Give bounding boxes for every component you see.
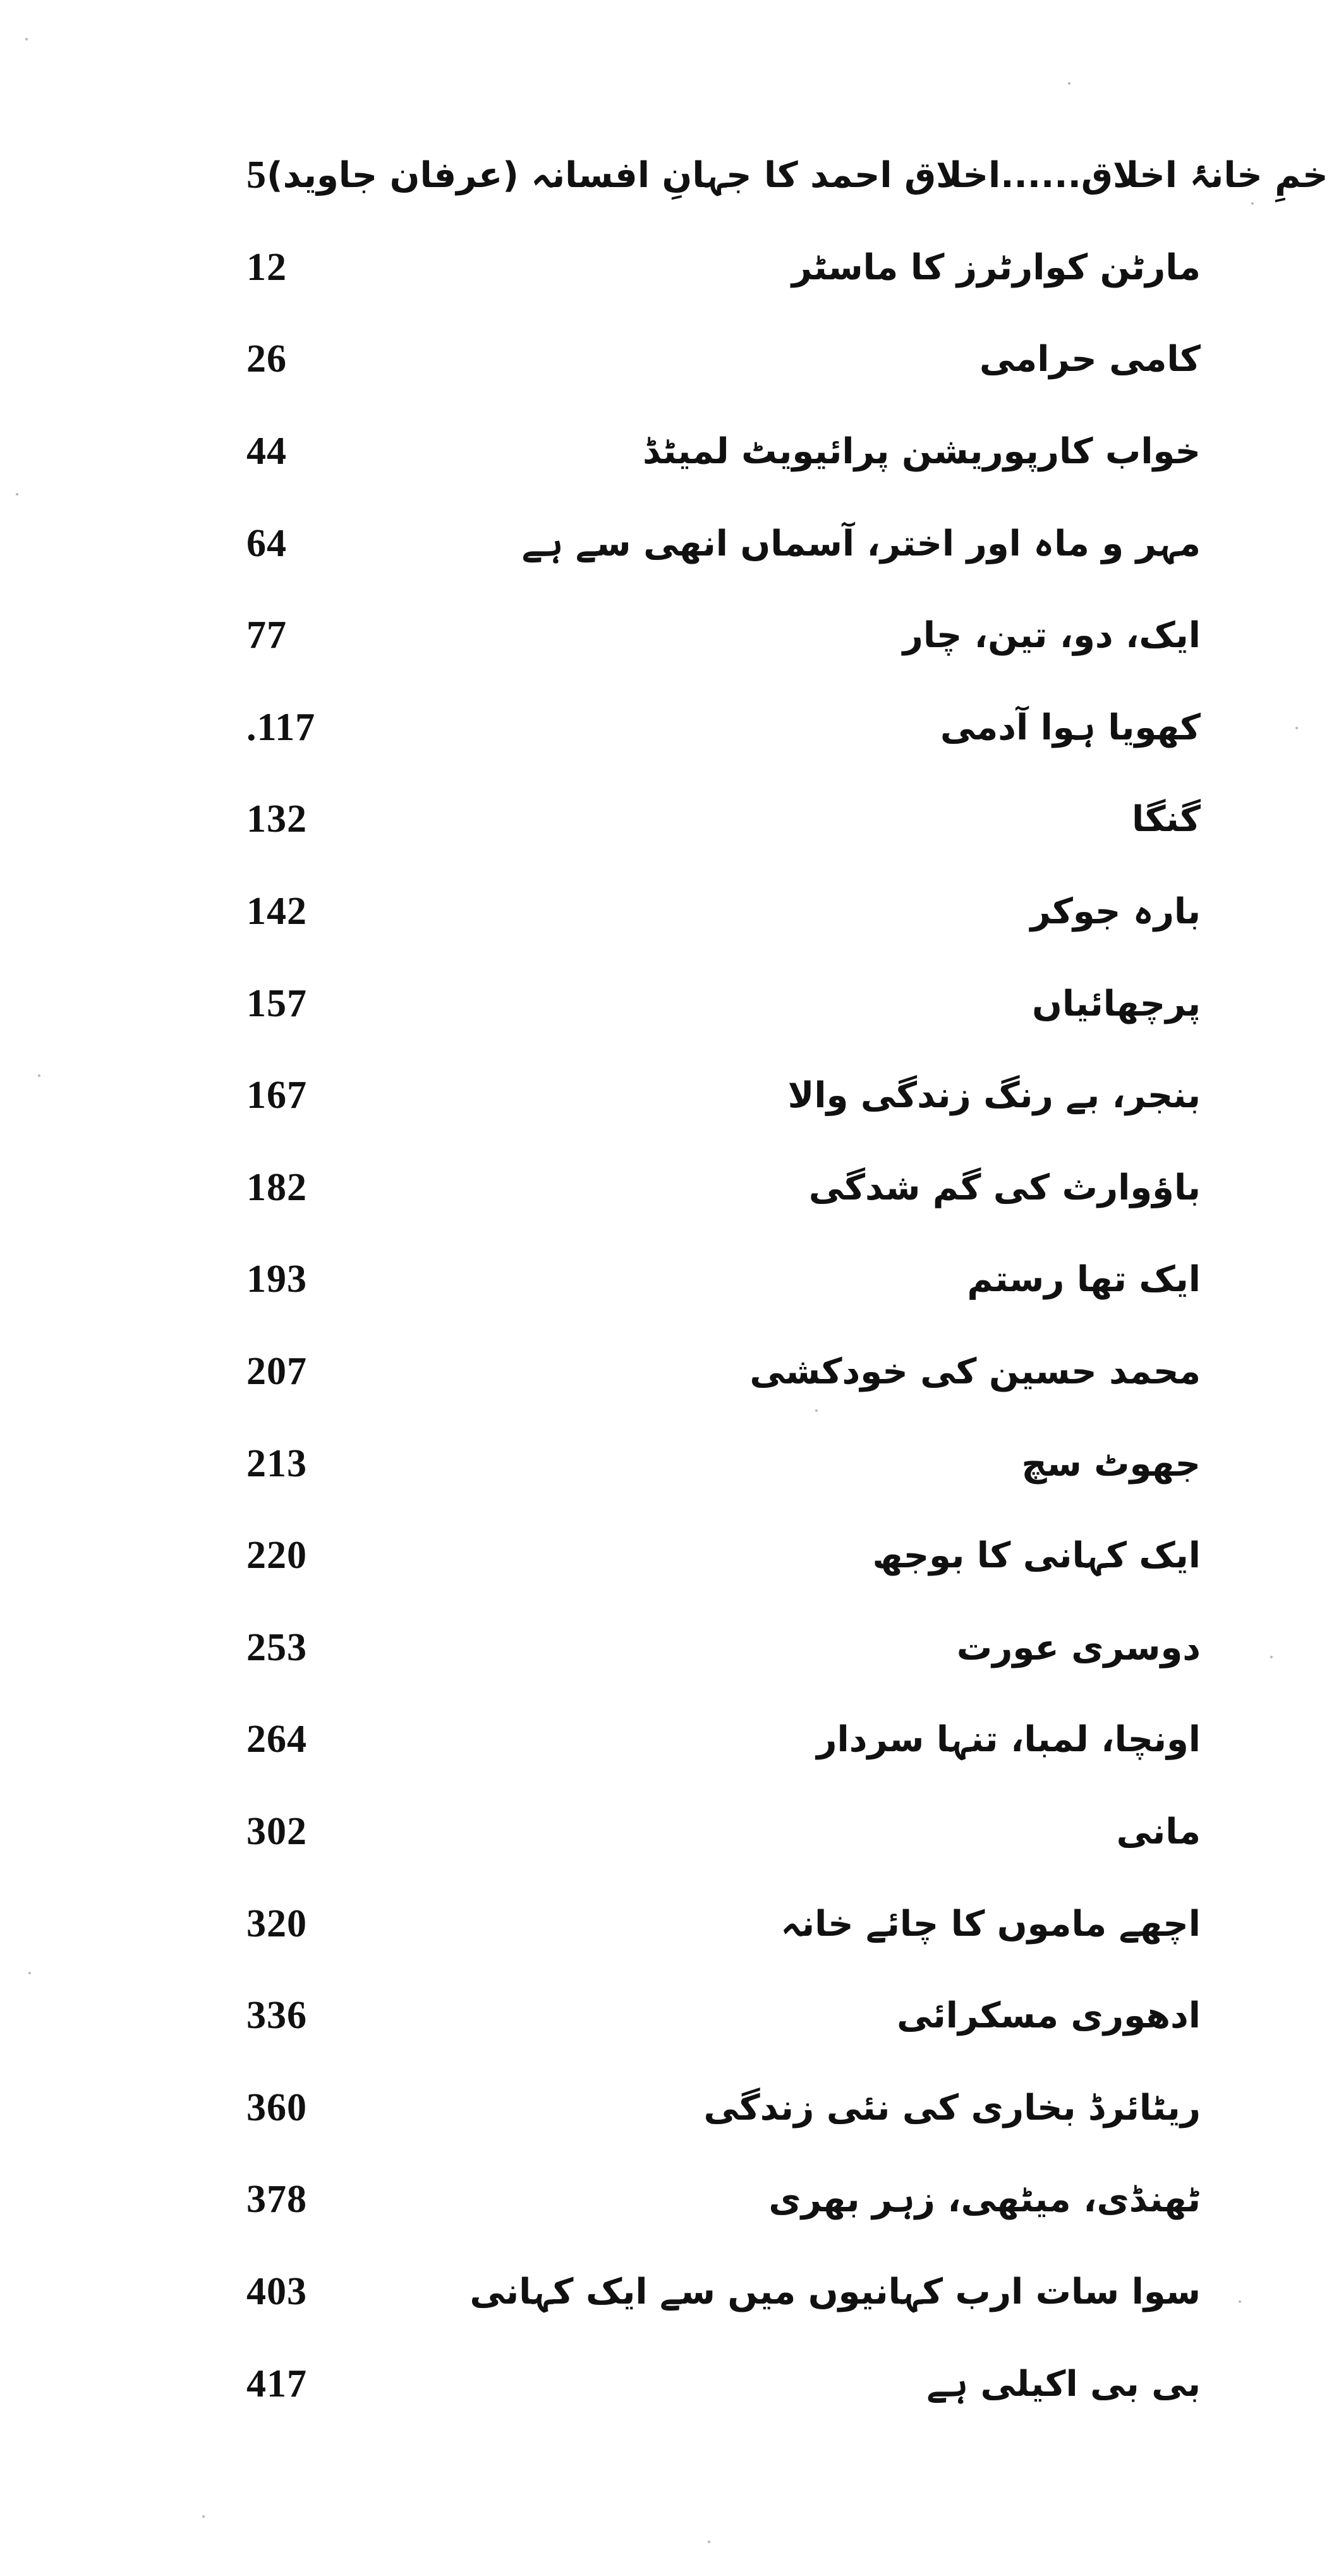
story-title: کھویا ہوا آدمی [940,707,1201,748]
story-title: اچھے ماموں کا چائے خانہ [780,1903,1201,1945]
page-number: 336 [246,1994,307,2038]
scan-speck [202,2515,205,2518]
scan-speck [38,1074,40,1077]
toc-entry [209,1602,1201,1694]
story-title: دوسری عورت [956,1627,1201,1668]
scan-speck [1251,202,1254,205]
story-title: جھوٹ سچ [1021,1443,1201,1485]
page-number: 417 [246,2362,307,2405]
page-number: 207 [246,1350,307,1394]
scan-speck [1068,82,1070,85]
scan-speck [1295,727,1298,729]
toc-entry [209,2246,1201,2338]
story-title: ریٹائرڈ بخاری کی نئی زندگی [703,2087,1201,2129]
page-number: 193 [246,1258,307,1301]
toc-entry [209,313,1201,406]
scan-speck [815,1409,818,1412]
toc-entry [209,1694,1201,1786]
story-title: ایک، دو، تین، چار [902,615,1201,657]
story-title: بی بی اکیلی ہے [926,2363,1201,2405]
scan-speck [1270,1656,1273,1658]
page-number: 142 [246,890,307,933]
toc-entry [209,2062,1201,2154]
story-title: ایک تھا رستم [967,1259,1201,1301]
story-title: محمد حسین کی خودکشی [749,1351,1201,1393]
story-title: سوا سات ارب کہانیوں میں سے ایک کہانی [470,2271,1201,2312]
page-number: 12 [246,245,287,289]
scan-speck [1239,2300,1241,2303]
page-number: 302 [246,1809,307,1853]
toc-entry [209,1234,1201,1326]
story-title: باؤوارث کی گم شدگی [808,1167,1201,1208]
story-title: پرچھائیاں [1032,983,1201,1024]
story-title: خمِ خانۂ اخلاق......اخلاق احمد کا جہانِ افسانہ (عرفان جاوید) [267,155,1328,197]
page-number: 213 [246,1442,307,1485]
page-number: 264 [246,1718,307,1761]
story-title: بارہ جوکر [1030,891,1201,933]
toc-entry [209,1326,1201,1418]
page-number: 253 [246,1625,307,1669]
toc-entry [209,1510,1201,1602]
page-number: 77 [246,614,287,657]
page-number: 132 [246,798,307,841]
scan-speck [708,2541,710,2543]
toc-entry [209,406,1201,498]
page-number: 320 [246,1902,307,1945]
toc-entry [209,1142,1201,1234]
toc-entry [209,1786,1201,1878]
page-number: 403 [246,2269,307,2313]
page-number: 182 [246,1165,307,1209]
page-number: 378 [246,2178,307,2221]
toc-entry [209,2338,1201,2430]
story-title: کامی حرامی [979,339,1201,380]
toc-entry [209,1970,1201,2062]
page-number: 26 [246,337,287,381]
toc-entry [209,957,1201,1050]
page-number: 5 [246,154,267,197]
scan-speck [16,493,18,495]
page-number: .117 [246,705,316,749]
scan-speck [25,38,28,40]
toc-entry [209,2154,1201,2246]
toc-entry [209,866,1201,958]
page-number: 167 [246,1074,307,1117]
toc-entry [209,130,1328,222]
story-title: مارٹن کوارٹرز کا ماسٹر [791,246,1201,288]
toc-entry [209,590,1201,682]
toc-entry [209,1050,1201,1142]
toc-entry [209,774,1201,866]
scan-speck [28,1972,31,1974]
toc-entry [209,1418,1201,1510]
story-title: ٹھنڈی، میٹھی، زہر بھری [768,2179,1201,2221]
story-title: بنجر، بے رنگ زندگی والا [787,1075,1201,1117]
story-title: گنگا [1131,799,1201,841]
story-title: ایک کہانی کا بوجھ [872,1535,1201,1577]
story-title: اونچا، لمبا، تنہا سردار [816,1719,1201,1761]
story-title: خواب کارپوریشن پرائیویٹ لمیٹڈ [642,431,1201,473]
toc-entry [209,682,1201,774]
page-number: 360 [246,2086,307,2129]
story-title: مہر و ماہ اور اختر، آسماں انھی سے ہے [521,523,1201,564]
story-title: ادھوری مسکرائی [897,1995,1201,2037]
page-number: 220 [246,1534,307,1577]
toc-entry [209,222,1201,314]
table-of-contents [209,130,1328,2430]
page-number: 44 [246,430,287,473]
toc-entry [209,1878,1201,1970]
page-number: 64 [246,521,287,565]
story-title: مانی [1116,1811,1201,1852]
page-number: 157 [246,981,307,1025]
toc-entry [209,497,1201,590]
